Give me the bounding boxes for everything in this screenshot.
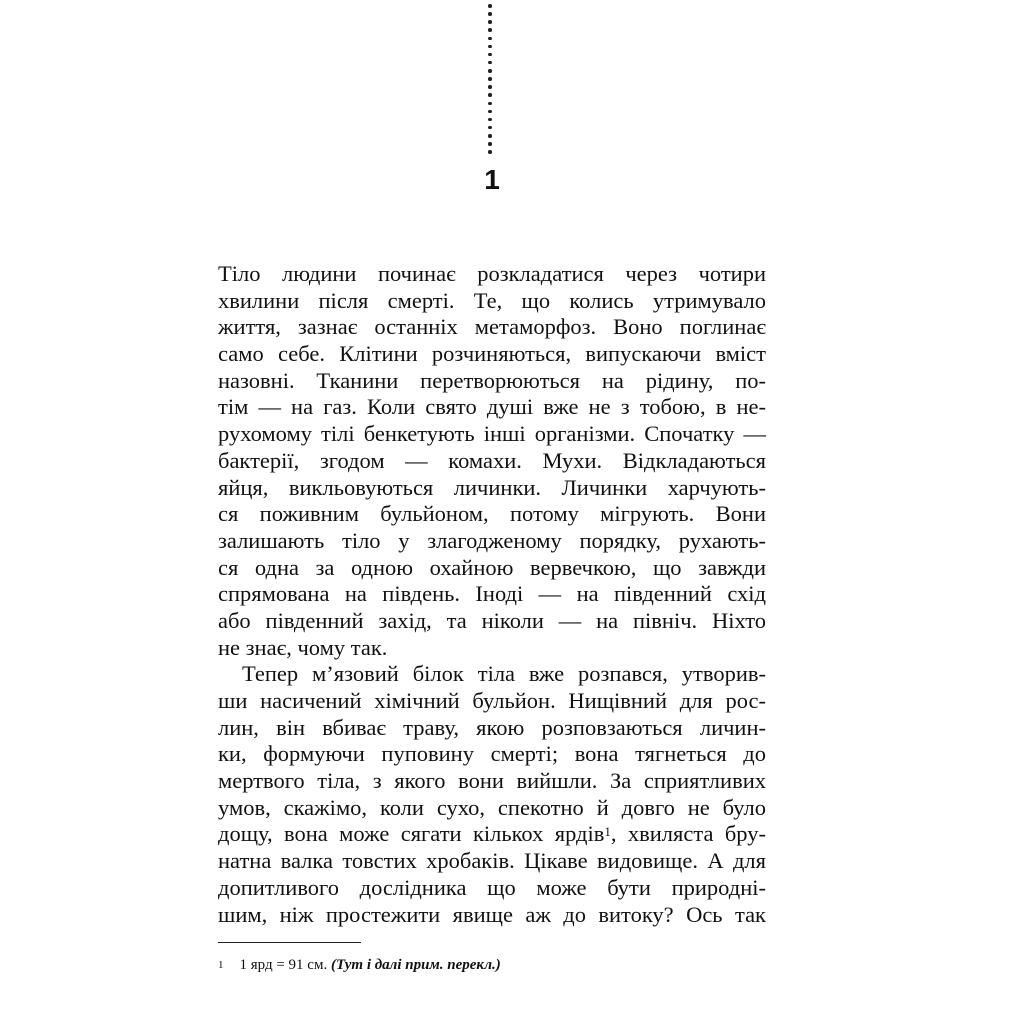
text-line: спрямована на південь. Іноді — на південний схід — [218, 581, 766, 607]
text-segment: дощу, вона може сягати кількох ярдів — [218, 821, 605, 847]
body-text — [218, 261, 766, 928]
paragraph-2 — [218, 661, 766, 928]
text-line: мертвого тіла, з якого вони вийшли. За сприятливих — [218, 768, 766, 794]
text-line: шим, ніж простежити явище аж до витоку? Ось так — [218, 901, 766, 927]
chapter-number: 1 — [484, 164, 500, 195]
footnote-translator-note: (Тут і далі прим. перекл.) — [330, 957, 501, 973]
text-line: ши насичений хімічний бульйон. Нищівний для рос- — [218, 688, 766, 713]
text-line: Тепер м’язовий білок тіла вже розпався, утворив- — [242, 661, 766, 687]
text-line: допитливого дослідника що може бути природні- — [218, 874, 766, 900]
footnote-reference[interactable]: 1 — [604, 824, 611, 840]
footnote — [218, 955, 501, 975]
text-line: бактерії, згодом — комахи. Мухи. Відкладаються — [218, 447, 766, 473]
text-line: само себе. Клітини розчиняються, випускаючи вміст — [218, 341, 766, 367]
text-line: залишають тіло у злагодженому порядку, рухають- — [218, 527, 766, 553]
text-line: рухомому тілі бенкетують інші організми. Спочатку — — [218, 421, 766, 447]
text-line: ся поживним бульйоном, потому мігрують. Вони — [218, 501, 766, 527]
footnote-text: 1 ярд = 91 см. — [239, 957, 331, 973]
footnote-divider — [218, 942, 361, 943]
text-line: лин, він вбиває траву, якою розповзаються личин- — [218, 714, 766, 740]
text-line: ки, формуючи пуповину смерті; вона тягнеться до — [218, 741, 766, 767]
text-line: умов, скажімо, коли сухо, спекотно й довго не було — [218, 794, 766, 820]
text-line-with-footnote — [218, 821, 766, 848]
text-line: тім — на газ. Коли свято душі вже не з тобою, в не- — [218, 394, 766, 420]
text-line: життя, зазнає останніх метаморфоз. Воно поглинає — [218, 314, 766, 340]
text-line: яйця, викльовуються личинки. Личинки харчують- — [218, 474, 766, 500]
text-line: хвилини після смерті. Те, що колись утримувало — [218, 287, 766, 313]
text-line: або південний захід, та ніколи — на північ. Ніхто — [218, 607, 766, 633]
text-segment: , хвиляста бру- — [610, 821, 766, 847]
text-line: натна валка товстих хробаків. Цікаве видовище. А для — [218, 848, 766, 874]
footnote-number: 1 — [218, 959, 224, 971]
text-line: Тіло людини починає розкладатися через чотири — [218, 261, 766, 286]
text-line: не знає, чому так. — [218, 634, 388, 660]
text-line: ся одна за одною охайною вервечкою, що завжди — [218, 554, 766, 580]
chapter-ornament-dots — [486, 4, 494, 154]
paragraph-1 — [218, 261, 766, 661]
text-line: назовні. Тканини перетворюються на рідину, по- — [218, 367, 766, 393]
